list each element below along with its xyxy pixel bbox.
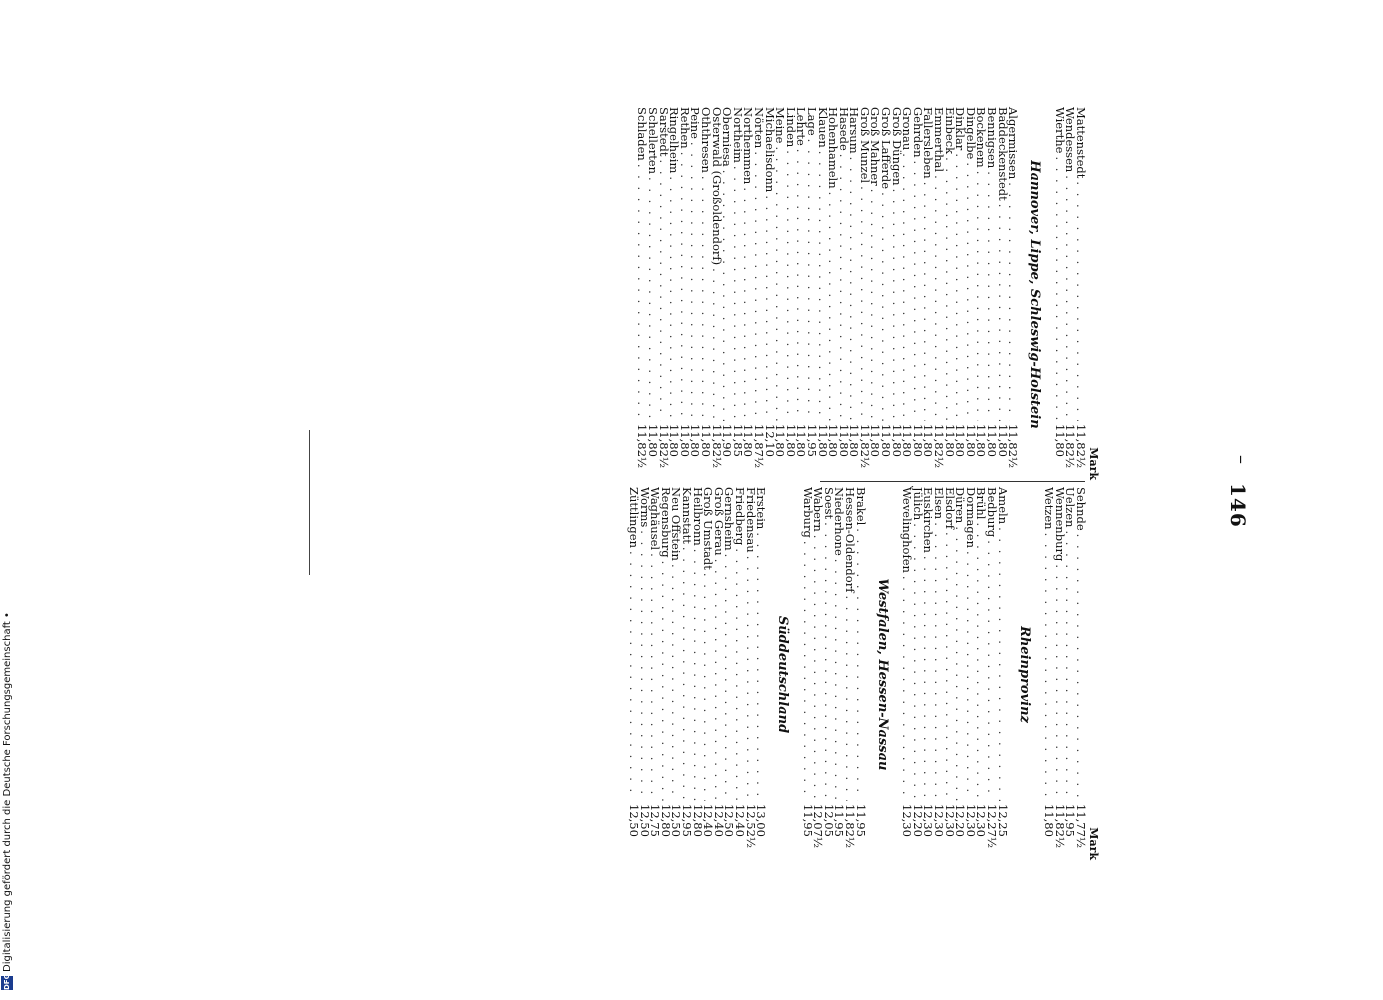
dot-leader xyxy=(859,186,870,421)
dot-leader xyxy=(713,559,724,801)
price-value: 11,80 xyxy=(783,424,798,457)
place-name: Waghäusel xyxy=(648,487,663,551)
dot-leader xyxy=(785,150,796,421)
place-name: Brakel xyxy=(853,487,868,526)
place-name: Dormagen xyxy=(963,487,978,548)
price-value: 12,50 xyxy=(627,804,641,837)
place-name: Harsum xyxy=(847,107,862,154)
place-name: Wetzen xyxy=(1042,487,1057,530)
dot-leader xyxy=(658,160,669,421)
price-value: 11,80 xyxy=(995,424,1010,457)
dot-leader xyxy=(764,195,775,421)
dot-leader xyxy=(669,176,680,421)
dot-leader xyxy=(806,139,817,421)
price-value: 11,95 xyxy=(1063,804,1078,837)
price-value: 11,80 xyxy=(773,424,788,457)
dot-leader xyxy=(845,595,856,801)
price-value: 12,05 xyxy=(821,804,836,837)
dot-leader xyxy=(1065,530,1076,801)
place-name: Euskirchen xyxy=(921,487,936,553)
dot-leader xyxy=(756,532,767,801)
price-value: 11,82½ xyxy=(709,424,724,469)
dot-leader xyxy=(734,548,745,801)
price-value: 12,40 xyxy=(711,804,726,837)
price-value: 11,82½ xyxy=(1006,424,1021,469)
dot-leader xyxy=(703,573,714,801)
place-name: Northeim xyxy=(730,107,745,163)
dot-leader xyxy=(802,541,813,801)
price-value: 11,82½ xyxy=(843,804,858,849)
section-heading-rheinprovinz: Rheinprovinz xyxy=(1016,626,1032,723)
dot-leader xyxy=(732,166,743,421)
place-name: Michaelisdonn xyxy=(762,107,777,193)
dot-leader xyxy=(891,189,902,421)
column-divider xyxy=(820,481,1085,482)
price-value: 11,80 xyxy=(699,424,713,457)
place-name: Peine xyxy=(688,107,703,139)
margin-rule xyxy=(309,430,310,575)
dot-leader xyxy=(1054,564,1065,801)
place-name: Wendessen xyxy=(1063,107,1078,173)
price-value: 12,30 xyxy=(942,804,957,837)
dot-leader xyxy=(796,149,807,421)
price-value: 12,30 xyxy=(974,804,989,837)
place-name: Baddeckenstedt xyxy=(995,107,1010,201)
place-name: Groß Lafferde xyxy=(879,107,894,190)
place-name: Dingelbe xyxy=(963,107,978,160)
dot-leader xyxy=(1054,156,1065,421)
column-unit-header: Mark xyxy=(1087,827,1100,860)
dot-leader xyxy=(690,142,701,421)
dot-leader xyxy=(955,526,966,801)
place-name: Elsdorf xyxy=(942,487,957,530)
place-name: Rethen xyxy=(677,107,692,149)
price-value: 11,80 xyxy=(985,424,1000,457)
price-value: 11,80 xyxy=(1052,424,1067,457)
place-name: Hohenhameln xyxy=(826,107,841,189)
rows-sueddeutschland xyxy=(627,487,769,862)
price-value: 11,80 xyxy=(677,424,692,457)
dot-leader xyxy=(628,551,639,801)
place-name: Osterwald (Großoldendorf) xyxy=(709,107,724,266)
place-name: Niederhone xyxy=(832,487,847,556)
dot-leader xyxy=(902,576,913,801)
price-value: 11,80 xyxy=(900,424,915,457)
place-name: Hessen-Oldendorf xyxy=(843,487,858,593)
rows-rheinprovinz xyxy=(902,487,1008,862)
price-value: 11,80 xyxy=(741,424,756,457)
dot-leader xyxy=(1044,533,1055,801)
dot-leader xyxy=(912,160,923,421)
price-value: 11,80 xyxy=(889,424,904,457)
price-value: 11,80 xyxy=(868,424,883,457)
place-name: Schellerten xyxy=(646,107,661,175)
place-name: Bedburg xyxy=(985,487,1000,538)
place-name: Wevelinghofen xyxy=(900,487,915,573)
place-name: Heilbronn xyxy=(690,487,705,546)
section-heading-sueddeutschland: Süddeutschland xyxy=(775,615,791,734)
dot-leader xyxy=(849,157,860,421)
price-value: 11,80 xyxy=(815,424,830,457)
dot-leader xyxy=(671,564,682,801)
place-name: Soest xyxy=(821,487,836,520)
price-value: 12,80 xyxy=(690,804,705,837)
price-value: 12,10 xyxy=(762,424,777,457)
price-value: 12,80 xyxy=(658,804,673,837)
price-value: 12,30 xyxy=(932,804,947,837)
price-value: 11,80 xyxy=(646,424,661,457)
price-value: 11,80 xyxy=(836,424,851,457)
place-name: Northemmen xyxy=(741,107,756,185)
dot-leader xyxy=(650,553,661,801)
place-name: Kannstatt xyxy=(679,487,694,544)
place-name: Bockenem xyxy=(974,107,989,168)
place-name: Gehrden xyxy=(910,107,925,158)
price-value: 11,80 xyxy=(910,424,925,457)
dot-leader xyxy=(700,176,711,421)
place-name: Elsen xyxy=(932,487,947,520)
place-name: Gronau xyxy=(900,107,915,151)
place-name: Wabern xyxy=(811,487,826,532)
price-row xyxy=(628,487,639,862)
price-value: 11,80 xyxy=(794,424,809,457)
place-name: Regensburg xyxy=(658,487,673,558)
dot-leader xyxy=(681,547,692,801)
price-value: 11,82½ xyxy=(932,424,947,469)
place-name: Düren xyxy=(953,487,968,524)
place-name: Jülich xyxy=(910,487,925,521)
place-name: Erstein xyxy=(754,487,769,530)
price-row xyxy=(932,487,947,862)
price-value: 11,80 xyxy=(826,424,841,457)
section-heading-westfalen: Westfalen, Hessen-Nassau xyxy=(874,578,890,771)
price-value: 12,40 xyxy=(732,804,747,837)
place-name: Emmerthal xyxy=(932,107,947,173)
place-name: Warburg xyxy=(800,487,815,538)
section-heading-hannover: Hannover, Lippe, Schleswig-Holstein xyxy=(1027,160,1043,429)
dot-leader xyxy=(997,527,1008,801)
place-name: Lage xyxy=(804,107,819,136)
place-name: Worms xyxy=(637,487,652,528)
digitization-footer xyxy=(0,0,16,1000)
dot-leader xyxy=(955,153,966,421)
price-value: 11,82½ xyxy=(1063,424,1078,469)
price-value: 12,07½ xyxy=(811,804,826,849)
price-value: 12,40 xyxy=(701,804,716,837)
price-value: 12,27½ xyxy=(985,804,1000,849)
dot-leader xyxy=(724,554,735,801)
price-row xyxy=(985,107,1000,482)
rotated-price-table-page xyxy=(380,107,1252,860)
price-value: 12,95 xyxy=(679,804,694,837)
dot-leader xyxy=(1075,534,1086,801)
price-value: 13,00 xyxy=(754,804,769,837)
price-value: 12,30 xyxy=(921,804,936,837)
page-dash: – xyxy=(1231,455,1252,464)
price-value: 12,30 xyxy=(963,804,978,837)
place-name: Friedberg xyxy=(732,487,747,546)
dot-leader xyxy=(637,164,648,421)
dot-leader xyxy=(647,177,658,421)
price-value: 12,50 xyxy=(722,804,737,837)
price-value: 11,90 xyxy=(720,424,735,457)
place-name: Gernsheim xyxy=(722,487,737,551)
rows-top-left xyxy=(1054,107,1086,482)
place-name: Ringelheim xyxy=(667,107,682,174)
dot-leader xyxy=(933,175,944,421)
price-row xyxy=(802,487,813,862)
place-name: Uelzen xyxy=(1063,487,1078,528)
place-name: Sarstedt xyxy=(656,107,671,157)
dot-leader xyxy=(679,152,690,421)
place-name: Groß Gerau xyxy=(711,487,726,556)
dot-leader xyxy=(976,522,987,801)
dot-leader xyxy=(1065,175,1076,421)
dot-leader xyxy=(743,187,754,421)
rows-hannover xyxy=(635,107,1021,482)
price-value: 11,77½ xyxy=(1074,804,1088,849)
dot-leader xyxy=(923,556,934,801)
place-name: Linden xyxy=(783,107,798,148)
dot-leader xyxy=(986,540,997,801)
price-value: 11,80 xyxy=(942,424,957,457)
dot-leader xyxy=(965,162,976,421)
price-value: 12,30 xyxy=(900,804,915,837)
place-name: Meine xyxy=(773,107,788,144)
column-unit-header: Mark xyxy=(1087,447,1100,480)
dot-leader xyxy=(753,151,764,421)
price-value: 11,80 xyxy=(963,424,978,457)
price-value: 11,80 xyxy=(879,424,894,457)
dot-leader xyxy=(944,532,955,801)
place-name: Ameln xyxy=(995,487,1010,525)
place-name: Hasede xyxy=(836,107,851,151)
dot-leader xyxy=(902,153,913,421)
dot-leader xyxy=(881,192,892,421)
column-right-prices xyxy=(628,487,1100,862)
dot-leader xyxy=(1075,181,1086,421)
place-name: Schladen xyxy=(635,107,650,161)
dot-leader xyxy=(823,522,834,801)
dot-leader xyxy=(817,151,828,421)
place-name: Fallersleben xyxy=(921,107,936,179)
price-value: 11,80 xyxy=(921,424,936,457)
place-name: Mattenstedt xyxy=(1074,107,1088,179)
price-row xyxy=(932,107,947,482)
price-value: 12,25 xyxy=(995,804,1010,837)
footer-text: Digitalisierung gefördert durch die Deutsche Forschungsgemeinschaft • xyxy=(2,612,13,972)
place-name: Nörten xyxy=(751,107,766,149)
place-name: Züttlingen xyxy=(627,487,641,548)
price-value: 12,20 xyxy=(953,804,968,837)
dot-leader xyxy=(944,157,955,421)
price-value: 11,80 xyxy=(1042,804,1057,837)
place-name: Groß Düngen xyxy=(889,107,904,186)
price-row xyxy=(1054,107,1065,482)
place-name: Groß Munzel xyxy=(857,107,872,184)
price-row xyxy=(1044,487,1055,862)
dot-leader xyxy=(870,189,881,421)
price-value: 11,95 xyxy=(804,424,819,457)
place-name: Lehrte xyxy=(794,107,809,146)
place-name: Algermissen xyxy=(1006,107,1021,180)
dot-leader xyxy=(986,171,997,421)
price-row xyxy=(881,107,892,482)
dot-leader xyxy=(838,154,849,421)
price-value: 11,80 xyxy=(974,424,989,457)
price-value: 11,82½ xyxy=(656,424,671,469)
place-name: Wennenburg xyxy=(1052,487,1067,562)
dot-leader xyxy=(828,192,839,421)
place-name: Brühl xyxy=(974,487,989,520)
place-name: Klauen xyxy=(815,107,830,148)
dot-leader xyxy=(923,182,934,421)
price-value: 11,82½ xyxy=(857,424,872,469)
page-number: 146 xyxy=(1226,483,1250,528)
dot-leader xyxy=(639,530,650,801)
place-name: Groß Umstadt xyxy=(701,487,716,570)
price-row xyxy=(985,487,1000,862)
place-name: Dinklar xyxy=(953,107,968,151)
dfg-logo-icon: DFG xyxy=(3,973,11,990)
place-name: Groß Mahner xyxy=(868,107,883,186)
place-name: Friedensau xyxy=(743,487,758,553)
rows-westfalen xyxy=(802,487,866,862)
dot-leader xyxy=(834,559,845,801)
place-name: Bennigsen xyxy=(985,107,1000,169)
dot-leader xyxy=(660,561,671,801)
price-row xyxy=(902,487,913,862)
place-name: Neu Offstein xyxy=(669,487,684,561)
dot-leader xyxy=(965,551,976,801)
price-value: 12,50 xyxy=(669,804,684,837)
price-value: 12,50 xyxy=(637,804,652,837)
place-name: Oththresen xyxy=(699,107,713,173)
dot-leader xyxy=(1008,182,1019,421)
price-value: 11,95 xyxy=(853,804,868,837)
price-value: 11,80 xyxy=(667,424,682,457)
price-row xyxy=(646,107,661,482)
price-value: 11,85 xyxy=(730,424,745,457)
price-value: 12,75 xyxy=(648,804,663,837)
dot-leader xyxy=(813,535,824,801)
rows-top-right xyxy=(1044,487,1086,862)
price-value: 12,52½ xyxy=(743,804,758,849)
dot-leader xyxy=(745,556,756,801)
dot-leader xyxy=(692,549,703,801)
place-name: Oberniesa xyxy=(720,107,735,167)
dot-leader xyxy=(711,268,722,421)
price-value: 11,80 xyxy=(688,424,703,457)
price-value: 11,80 xyxy=(847,424,862,457)
price-value: 12,20 xyxy=(910,804,925,837)
place-name: Wierthe xyxy=(1052,107,1067,154)
dot-leader xyxy=(997,204,1008,421)
place-name: Einbeck xyxy=(942,107,957,155)
price-value: 11,87½ xyxy=(751,424,766,469)
price-value: 11,82½ xyxy=(1052,804,1067,849)
price-row xyxy=(637,107,648,482)
price-value: 11,82½ xyxy=(1074,424,1088,469)
price-value: 11,80 xyxy=(953,424,968,457)
place-name: Sehnde xyxy=(1074,487,1088,531)
price-row xyxy=(845,487,856,862)
column-left-prices xyxy=(637,107,1100,482)
price-value: 11,95 xyxy=(832,804,847,837)
dot-leader xyxy=(933,522,944,801)
price-value: 11,82½ xyxy=(635,424,650,469)
price-value: 11,95 xyxy=(800,804,815,837)
dot-leader xyxy=(976,171,987,421)
